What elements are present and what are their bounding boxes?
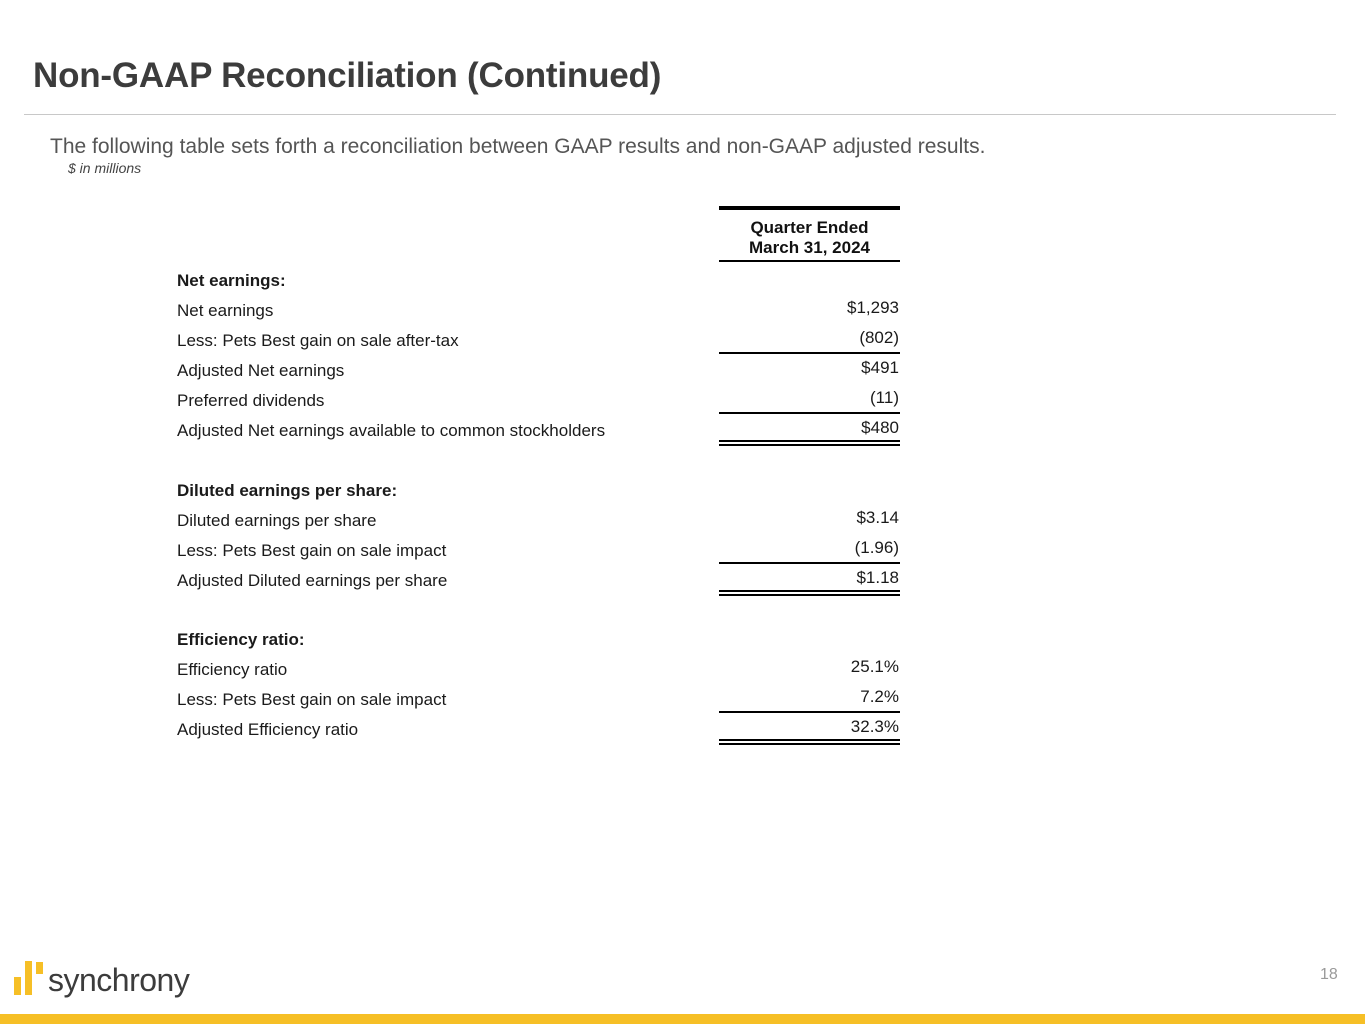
row-label: Adjusted Net earnings — [177, 361, 345, 380]
row-value: 7.2% — [860, 687, 899, 706]
total-double-rule — [719, 440, 900, 446]
subtotal-rule — [719, 711, 900, 713]
section-label: Diluted earnings per share: — [177, 481, 398, 500]
section-efficiency-ratio — [0, 626, 1365, 656]
subtotal-rule — [719, 562, 900, 564]
footer-accent-bar — [0, 1014, 1365, 1024]
slide-title: Non-GAAP Reconciliation (Continued) — [33, 56, 662, 95]
column-header — [719, 206, 900, 262]
row-label: Net earnings — [177, 301, 274, 320]
logo-wordmark: synchrony — [48, 962, 190, 998]
column-header-line-1: Quarter Ended — [750, 218, 869, 237]
row-value: $3.14 — [856, 508, 899, 527]
table-row — [0, 537, 1365, 567]
synchrony-logo — [14, 958, 189, 998]
row-value: $480 — [861, 418, 899, 437]
subtotal-rule — [719, 352, 900, 354]
table-row — [0, 567, 1365, 597]
table-row — [0, 656, 1365, 686]
row-value: $1,293 — [847, 298, 899, 317]
row-label: Adjusted Efficiency ratio — [177, 720, 359, 739]
row-label: Preferred dividends — [177, 391, 325, 410]
section-diluted-eps — [0, 477, 1365, 507]
subtotal-rule — [719, 412, 900, 414]
table-row — [0, 507, 1365, 537]
table-row — [0, 686, 1365, 716]
row-value: $1.18 — [856, 568, 899, 587]
synchrony-logo-mark-icon — [14, 958, 44, 998]
total-double-rule — [719, 590, 900, 596]
row-label: Less: Pets Best gain on sale after-tax — [177, 331, 459, 350]
section-label: Efficiency ratio: — [177, 630, 305, 649]
row-label: Adjusted Net earnings available to common stockholders — [177, 421, 606, 440]
table-row — [0, 297, 1365, 327]
row-value: (802) — [859, 328, 899, 347]
column-header-line-2: March 31, 2024 — [749, 238, 870, 257]
total-double-rule — [719, 739, 900, 745]
units-note: $ in millions — [68, 160, 142, 176]
row-label: Diluted earnings per share — [177, 511, 377, 530]
row-label: Efficiency ratio — [177, 660, 288, 679]
section-net-earnings — [0, 267, 1365, 297]
row-label: Adjusted Diluted earnings per share — [177, 571, 448, 590]
row-value: (11) — [870, 388, 899, 407]
table-row — [0, 357, 1365, 387]
row-value: (1.96) — [854, 538, 899, 557]
title-divider — [24, 114, 1336, 115]
table-row — [0, 387, 1365, 417]
section-label: Net earnings: — [177, 271, 286, 290]
row-label: Less: Pets Best gain on sale impact — [177, 541, 447, 560]
table-row — [0, 327, 1365, 357]
page-number: 18 — [1320, 966, 1338, 983]
table-row — [0, 417, 1365, 447]
slide-subtitle: The following table sets forth a reconciliation between GAAP results and non-GAAP adjusted results. — [50, 135, 986, 158]
row-value: 25.1% — [850, 657, 899, 676]
table-row — [0, 716, 1365, 746]
row-value: $491 — [861, 358, 899, 377]
row-value: 32.3% — [850, 717, 899, 736]
row-label: Less: Pets Best gain on sale impact — [177, 690, 447, 709]
